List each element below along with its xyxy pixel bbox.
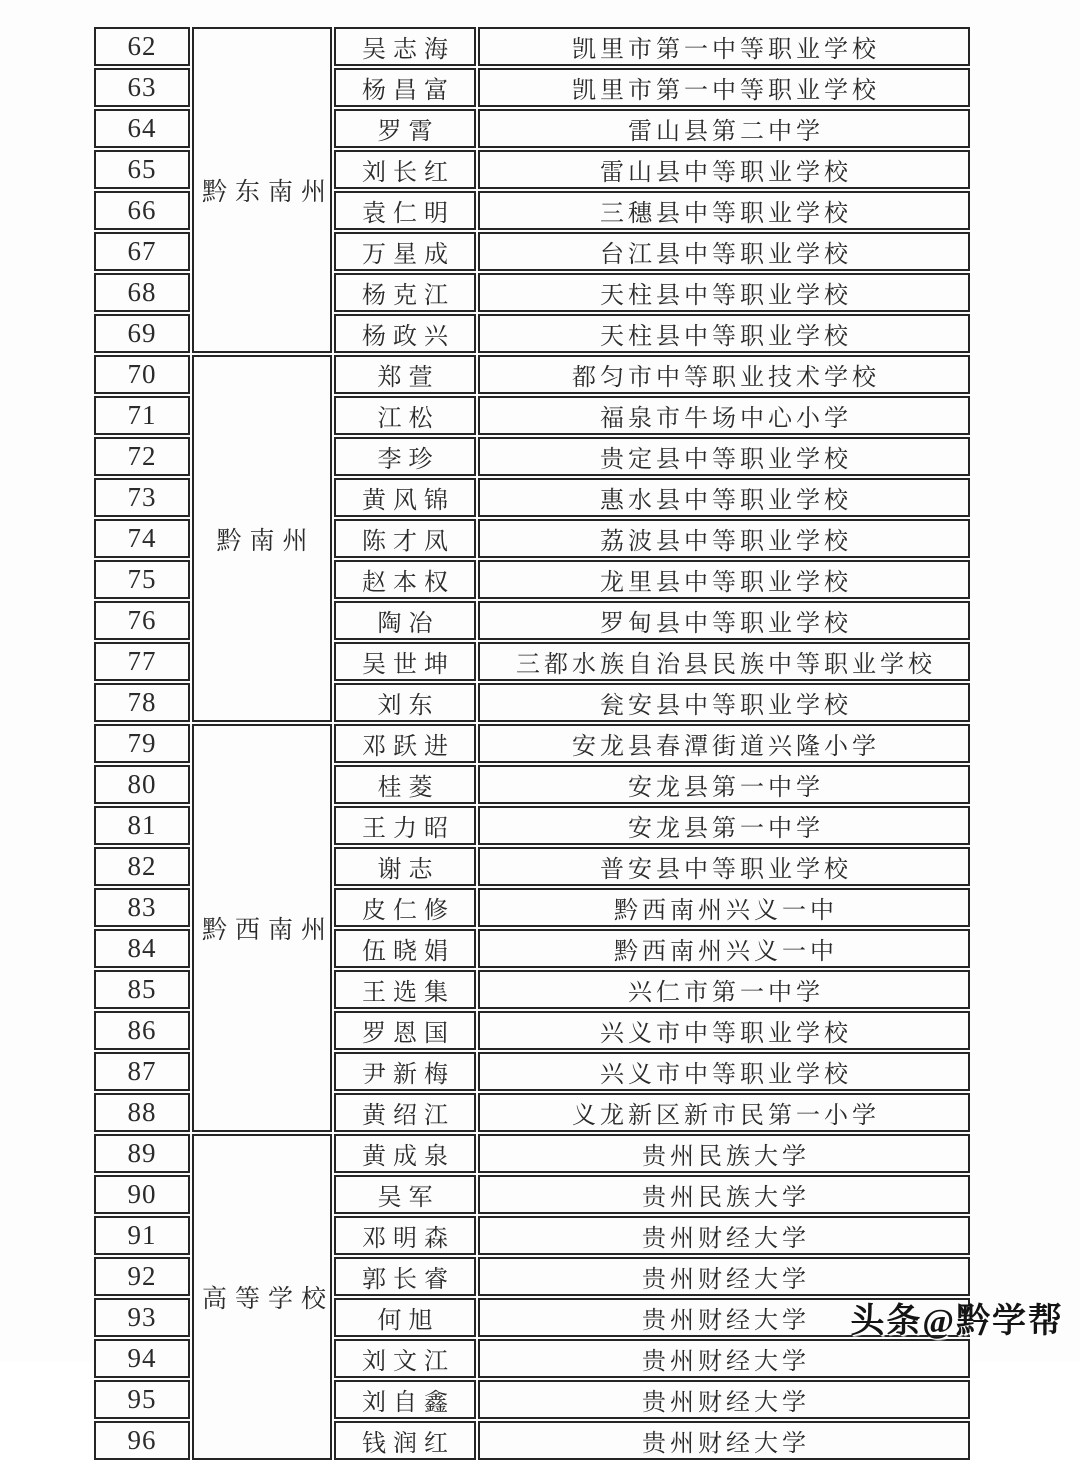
row-number-cell: 83 [94, 888, 190, 927]
name-cell: 桂菱 [334, 765, 476, 804]
row-number-cell: 94 [94, 1339, 190, 1378]
name-cell: 袁仁明 [334, 191, 476, 230]
school-cell: 福泉市牛场中心小学 [478, 396, 970, 435]
name-cell: 刘长红 [334, 150, 476, 189]
row-number-cell: 80 [94, 765, 190, 804]
school-cell: 三都水族自治县民族中等职业学校 [478, 642, 970, 681]
row-number-cell: 66 [94, 191, 190, 230]
roster-table [92, 25, 972, 1462]
name-cell: 刘文江 [334, 1339, 476, 1378]
row-number-cell: 86 [94, 1011, 190, 1050]
name-cell: 万星成 [334, 232, 476, 271]
name-cell: 谢志 [334, 847, 476, 886]
name-cell: 尹新梅 [334, 1052, 476, 1091]
name-cell: 吴世坤 [334, 642, 476, 681]
school-cell: 雷山县第二中学 [478, 109, 970, 148]
name-cell: 邓跃进 [334, 724, 476, 763]
school-cell: 罗甸县中等职业学校 [478, 601, 970, 640]
school-cell: 三穗县中等职业学校 [478, 191, 970, 230]
row-number-cell: 90 [94, 1175, 190, 1214]
row-number-cell: 68 [94, 273, 190, 312]
roster-table-body [94, 27, 970, 1460]
table-row [94, 1134, 970, 1173]
name-cell: 李珍 [334, 437, 476, 476]
row-number-cell: 84 [94, 929, 190, 968]
name-cell: 王力昭 [334, 806, 476, 845]
region-cell: 高等学校 [192, 1134, 332, 1460]
school-cell: 都匀市中等职业技术学校 [478, 355, 970, 394]
school-cell: 天柱县中等职业学校 [478, 273, 970, 312]
row-number-cell: 63 [94, 68, 190, 107]
row-number-cell: 70 [94, 355, 190, 394]
table-row [94, 724, 970, 763]
row-number-cell: 74 [94, 519, 190, 558]
school-cell: 惠水县中等职业学校 [478, 478, 970, 517]
name-cell: 王选集 [334, 970, 476, 1009]
name-cell: 罗霄 [334, 109, 476, 148]
name-cell: 伍晓娟 [334, 929, 476, 968]
school-cell: 安龙县春潭街道兴隆小学 [478, 724, 970, 763]
school-cell: 普安县中等职业学校 [478, 847, 970, 886]
row-number-cell: 73 [94, 478, 190, 517]
school-cell: 瓮安县中等职业学校 [478, 683, 970, 722]
school-cell: 贵州民族大学 [478, 1175, 970, 1214]
name-cell: 江松 [334, 396, 476, 435]
school-cell: 安龙县第一中学 [478, 806, 970, 845]
school-cell: 义龙新区新市民第一小学 [478, 1093, 970, 1132]
table-row [94, 27, 970, 66]
school-cell: 贵定县中等职业学校 [478, 437, 970, 476]
name-cell: 刘东 [334, 683, 476, 722]
row-number-cell: 67 [94, 232, 190, 271]
row-number-cell: 65 [94, 150, 190, 189]
row-number-cell: 82 [94, 847, 190, 886]
row-number-cell: 78 [94, 683, 190, 722]
school-cell: 贵州财经大学 [478, 1257, 970, 1296]
school-cell: 贵州财经大学 [478, 1339, 970, 1378]
region-cell: 黔西南州 [192, 724, 332, 1132]
table-row [94, 355, 970, 394]
row-number-cell: 77 [94, 642, 190, 681]
school-cell: 荔波县中等职业学校 [478, 519, 970, 558]
name-cell: 郑萱 [334, 355, 476, 394]
row-number-cell: 75 [94, 560, 190, 599]
row-number-cell: 62 [94, 27, 190, 66]
row-number-cell: 76 [94, 601, 190, 640]
row-number-cell: 92 [94, 1257, 190, 1296]
name-cell: 皮仁修 [334, 888, 476, 927]
name-cell: 邓明森 [334, 1216, 476, 1255]
school-cell: 雷山县中等职业学校 [478, 150, 970, 189]
row-number-cell: 95 [94, 1380, 190, 1419]
row-number-cell: 64 [94, 109, 190, 148]
name-cell: 赵本权 [334, 560, 476, 599]
row-number-cell: 93 [94, 1298, 190, 1337]
school-cell: 龙里县中等职业学校 [478, 560, 970, 599]
school-cell: 安龙县第一中学 [478, 765, 970, 804]
row-number-cell: 69 [94, 314, 190, 353]
name-cell: 陈才凤 [334, 519, 476, 558]
name-cell: 陶冶 [334, 601, 476, 640]
name-cell: 罗恩国 [334, 1011, 476, 1050]
row-number-cell: 89 [94, 1134, 190, 1173]
school-cell: 兴义市中等职业学校 [478, 1011, 970, 1050]
school-cell: 贵州民族大学 [478, 1134, 970, 1173]
row-number-cell: 71 [94, 396, 190, 435]
school-cell: 天柱县中等职业学校 [478, 314, 970, 353]
row-number-cell: 91 [94, 1216, 190, 1255]
school-cell: 贵州财经大学 [478, 1216, 970, 1255]
row-number-cell: 81 [94, 806, 190, 845]
name-cell: 刘自鑫 [334, 1380, 476, 1419]
name-cell: 郭长睿 [334, 1257, 476, 1296]
name-cell: 黄绍江 [334, 1093, 476, 1132]
school-cell: 贵州财经大学 [478, 1380, 970, 1419]
row-number-cell: 88 [94, 1093, 190, 1132]
region-cell: 黔东南州 [192, 27, 332, 353]
name-cell: 杨政兴 [334, 314, 476, 353]
row-number-cell: 79 [94, 724, 190, 763]
school-cell: 凯里市第一中等职业学校 [478, 27, 970, 66]
school-cell: 贵州财经大学 [478, 1298, 970, 1337]
school-cell: 台江县中等职业学校 [478, 232, 970, 271]
school-cell: 兴仁市第一中学 [478, 970, 970, 1009]
school-cell: 兴义市中等职业学校 [478, 1052, 970, 1091]
watermark: 头条@黔学帮 [850, 1303, 1064, 1340]
name-cell: 钱润红 [334, 1421, 476, 1460]
name-cell: 黄风锦 [334, 478, 476, 517]
name-cell: 何旭 [334, 1298, 476, 1337]
school-cell: 黔西南州兴义一中 [478, 929, 970, 968]
row-number-cell: 96 [94, 1421, 190, 1460]
school-cell: 黔西南州兴义一中 [478, 888, 970, 927]
name-cell: 吴军 [334, 1175, 476, 1214]
row-number-cell: 85 [94, 970, 190, 1009]
row-number-cell: 87 [94, 1052, 190, 1091]
name-cell: 黄成泉 [334, 1134, 476, 1173]
school-cell: 贵州财经大学 [478, 1421, 970, 1460]
region-cell: 黔南州 [192, 355, 332, 722]
school-cell: 凯里市第一中等职业学校 [478, 68, 970, 107]
name-cell: 吴志海 [334, 27, 476, 66]
row-number-cell: 72 [94, 437, 190, 476]
name-cell: 杨克江 [334, 273, 476, 312]
name-cell: 杨昌富 [334, 68, 476, 107]
